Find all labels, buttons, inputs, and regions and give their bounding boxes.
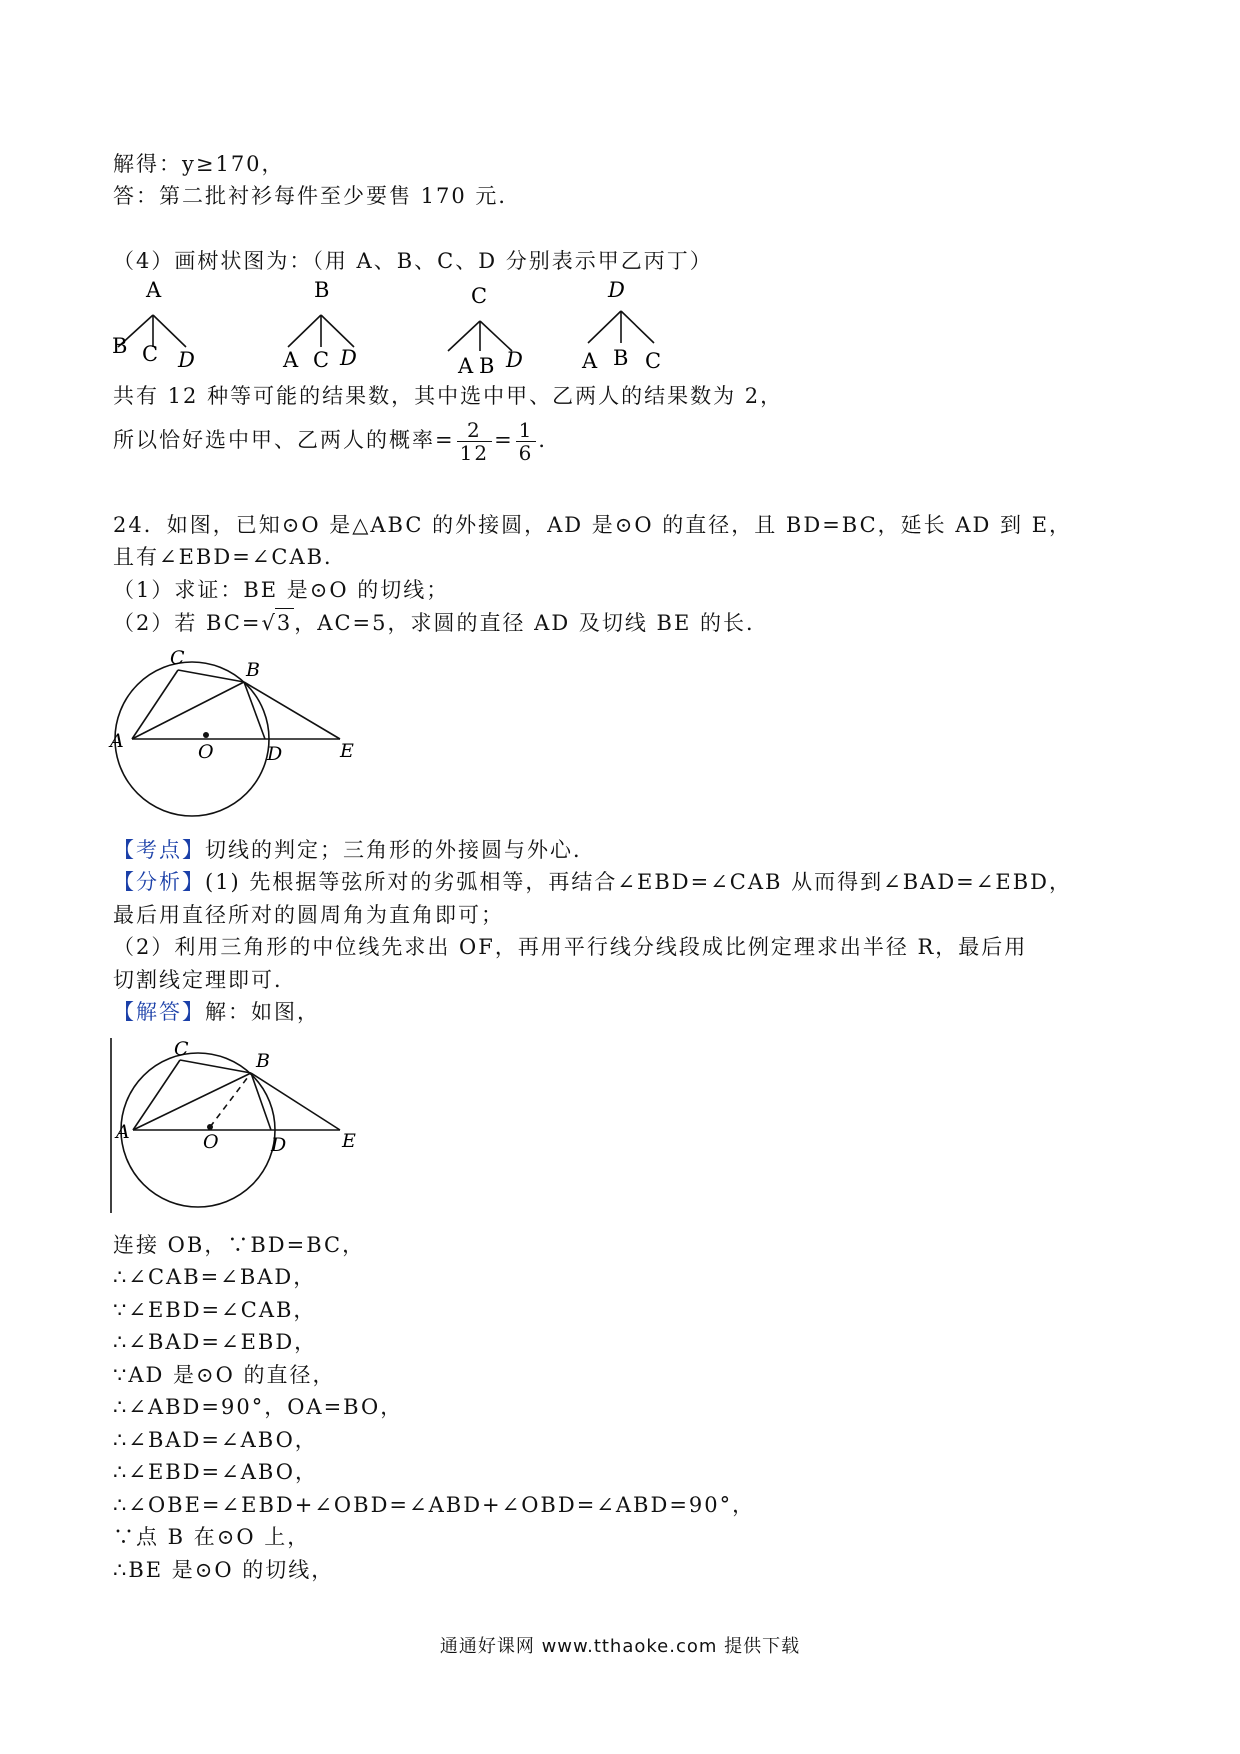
solution-line-1: 解得：y≥170， — [113, 152, 285, 176]
q24-stem-line-2: 且有∠EBD=∠CAB． — [113, 545, 348, 569]
proof-line-2: ∴∠CAB=∠BAD， — [113, 1265, 317, 1289]
result-count-line: 共有 12 种等可能的结果数，其中选中甲、乙两人的结果数为 2， — [113, 384, 784, 408]
frac1-num: 2 — [457, 419, 492, 442]
segment-ab — [133, 1073, 251, 1130]
prob-suffix: ． — [538, 428, 562, 452]
label-d: D — [271, 1134, 287, 1156]
label-a: A — [116, 1121, 130, 1143]
label-o: O — [198, 741, 214, 763]
q24-sub-1: （1）求证：BE 是⊙O 的切线； — [113, 578, 450, 602]
q24-sub-2-suffix: ，AC=5，求圆的直径 AD 及切线 BE 的长． — [294, 611, 769, 635]
tree-3-leaf-2: B — [479, 354, 495, 378]
fenxi-tag: 【分析】 — [113, 870, 205, 894]
proof-line-5: ∵AD 是⊙O 的直径， — [113, 1363, 336, 1387]
proof-line-1: 连接 OB，∵BD=BC， — [113, 1233, 366, 1257]
proof-line-4: ∴∠BAD=∠EBD， — [113, 1330, 318, 1354]
segment-bd — [251, 1073, 271, 1130]
equals-sign: = — [494, 428, 514, 452]
fenxi-line-3: （2）利用三角形的中位线先求出 OF，再用平行线分线段成比例定理求出半径 R，最后用 — [113, 935, 1028, 959]
tree-1-root: A — [146, 278, 162, 302]
fenxi-line-4: 切割线定理即可． — [113, 968, 297, 992]
proof-line-7: ∴∠BAD=∠ABO， — [113, 1428, 318, 1452]
fenxi-line-1 — [113, 868, 1072, 896]
tree-3 — [448, 321, 512, 351]
tree-1-leaf-1: B — [112, 334, 128, 358]
segment-ab — [132, 682, 244, 739]
fraction-2-12 — [457, 419, 492, 464]
geometry-figure-2 — [108, 1038, 368, 1218]
tree-3-root: C — [471, 284, 488, 308]
tree-2-leaf-1: A — [283, 348, 299, 372]
tree-1-leaf-3: D — [178, 348, 195, 372]
tree-1-leaf-2: C — [142, 342, 159, 366]
label-c: C — [170, 647, 185, 669]
segment-be — [251, 1073, 340, 1130]
label-e: E — [342, 1130, 356, 1152]
label-c: C — [174, 1038, 189, 1060]
proof-line-9: ∴∠OBE=∠EBD+∠OBD=∠ABD+∠OBD=∠ABD=90°， — [113, 1493, 756, 1517]
proof-line-8: ∴∠EBD=∠ABO， — [113, 1460, 318, 1484]
tree-4-leaf-3: C — [645, 349, 662, 373]
jieda-text: 解：如图， — [205, 1000, 320, 1024]
proof-line-3: ∵∠EBD=∠CAB， — [113, 1298, 317, 1322]
tree-4-leaf-1: A — [582, 349, 598, 373]
label-a: A — [110, 730, 124, 752]
label-o: O — [203, 1131, 219, 1153]
center-dot — [207, 1124, 213, 1130]
tree-2-leaf-2: C — [313, 348, 330, 372]
proof-line-10: ∵点 B 在⊙O 上， — [113, 1525, 311, 1549]
probability-line — [113, 418, 561, 464]
tree-4 — [588, 311, 654, 343]
tree-2 — [288, 315, 354, 347]
label-d: D — [267, 743, 283, 765]
kaodian-text: 切线的判定；三角形的外接圆与外心． — [205, 838, 596, 862]
tree-4-leaf-2: B — [613, 346, 629, 370]
sqrt-value: 3 — [275, 608, 294, 637]
part4-intro: （4）画树状图为：（用 A、B、C、D 分别表示甲乙丙丁） — [113, 249, 713, 273]
prob-prefix: 所以恰好选中甲、乙两人的概率= — [113, 428, 455, 452]
fenxi-text-1: (1) 先根据等弦所对的劣弧相等，再结合∠EBD=∠CAB 从而得到∠BAD=∠EBD， — [205, 870, 1072, 894]
frac2-num: 1 — [516, 419, 537, 442]
solution-answer: 答：第二批衬衫每件至少要售 170 元． — [113, 184, 522, 208]
tree-3-leaf-1: A — [458, 354, 474, 378]
tree-diagram — [108, 275, 748, 385]
segment-ac — [132, 670, 178, 739]
jieda-tag: 【解答】 — [113, 1000, 205, 1024]
q24-sub-2 — [113, 608, 769, 637]
label-e: E — [340, 740, 354, 762]
kaodian-tag: 【考点】 — [113, 838, 205, 862]
fraction-1-6 — [516, 419, 537, 464]
frac2-den: 6 — [518, 441, 534, 465]
proof-line-11: ∴BE 是⊙O 的切线， — [113, 1558, 335, 1582]
segment-bd — [244, 682, 265, 739]
segment-ob-dashed — [210, 1073, 251, 1127]
segment-be — [244, 682, 340, 739]
frac1-den: 12 — [459, 441, 490, 465]
kaodian-line — [113, 836, 596, 864]
proof-line-6: ∴∠ABD=90°，OA=BO， — [113, 1395, 404, 1419]
q24-stem-line-1: 24．如图，已知⊙O 是△ABC 的外接圆，AD 是⊙O 的直径，且 BD=BC，延长 AD 到 E， — [113, 513, 1073, 537]
center-dot — [203, 732, 209, 738]
tree-4-root: D — [608, 278, 625, 302]
jieda-line — [113, 998, 320, 1026]
label-b: B — [246, 659, 260, 681]
label-b: B — [256, 1050, 270, 1072]
q24-sub-2-prefix: （2）若 BC= — [113, 611, 262, 635]
tree-2-root: B — [314, 278, 330, 302]
segment-cb — [178, 670, 244, 682]
tree-3-leaf-3: D — [506, 348, 523, 372]
sqrt-sign: √ — [261, 611, 277, 635]
page-footer: 通通好课网 www.tthaoke.com 提供下载 — [439, 1636, 801, 1657]
fenxi-line-2: 最后用直径所对的圆周角为直角即可； — [113, 903, 504, 927]
tree-2-leaf-3: D — [340, 346, 357, 370]
geometry-figure-1 — [108, 645, 368, 830]
